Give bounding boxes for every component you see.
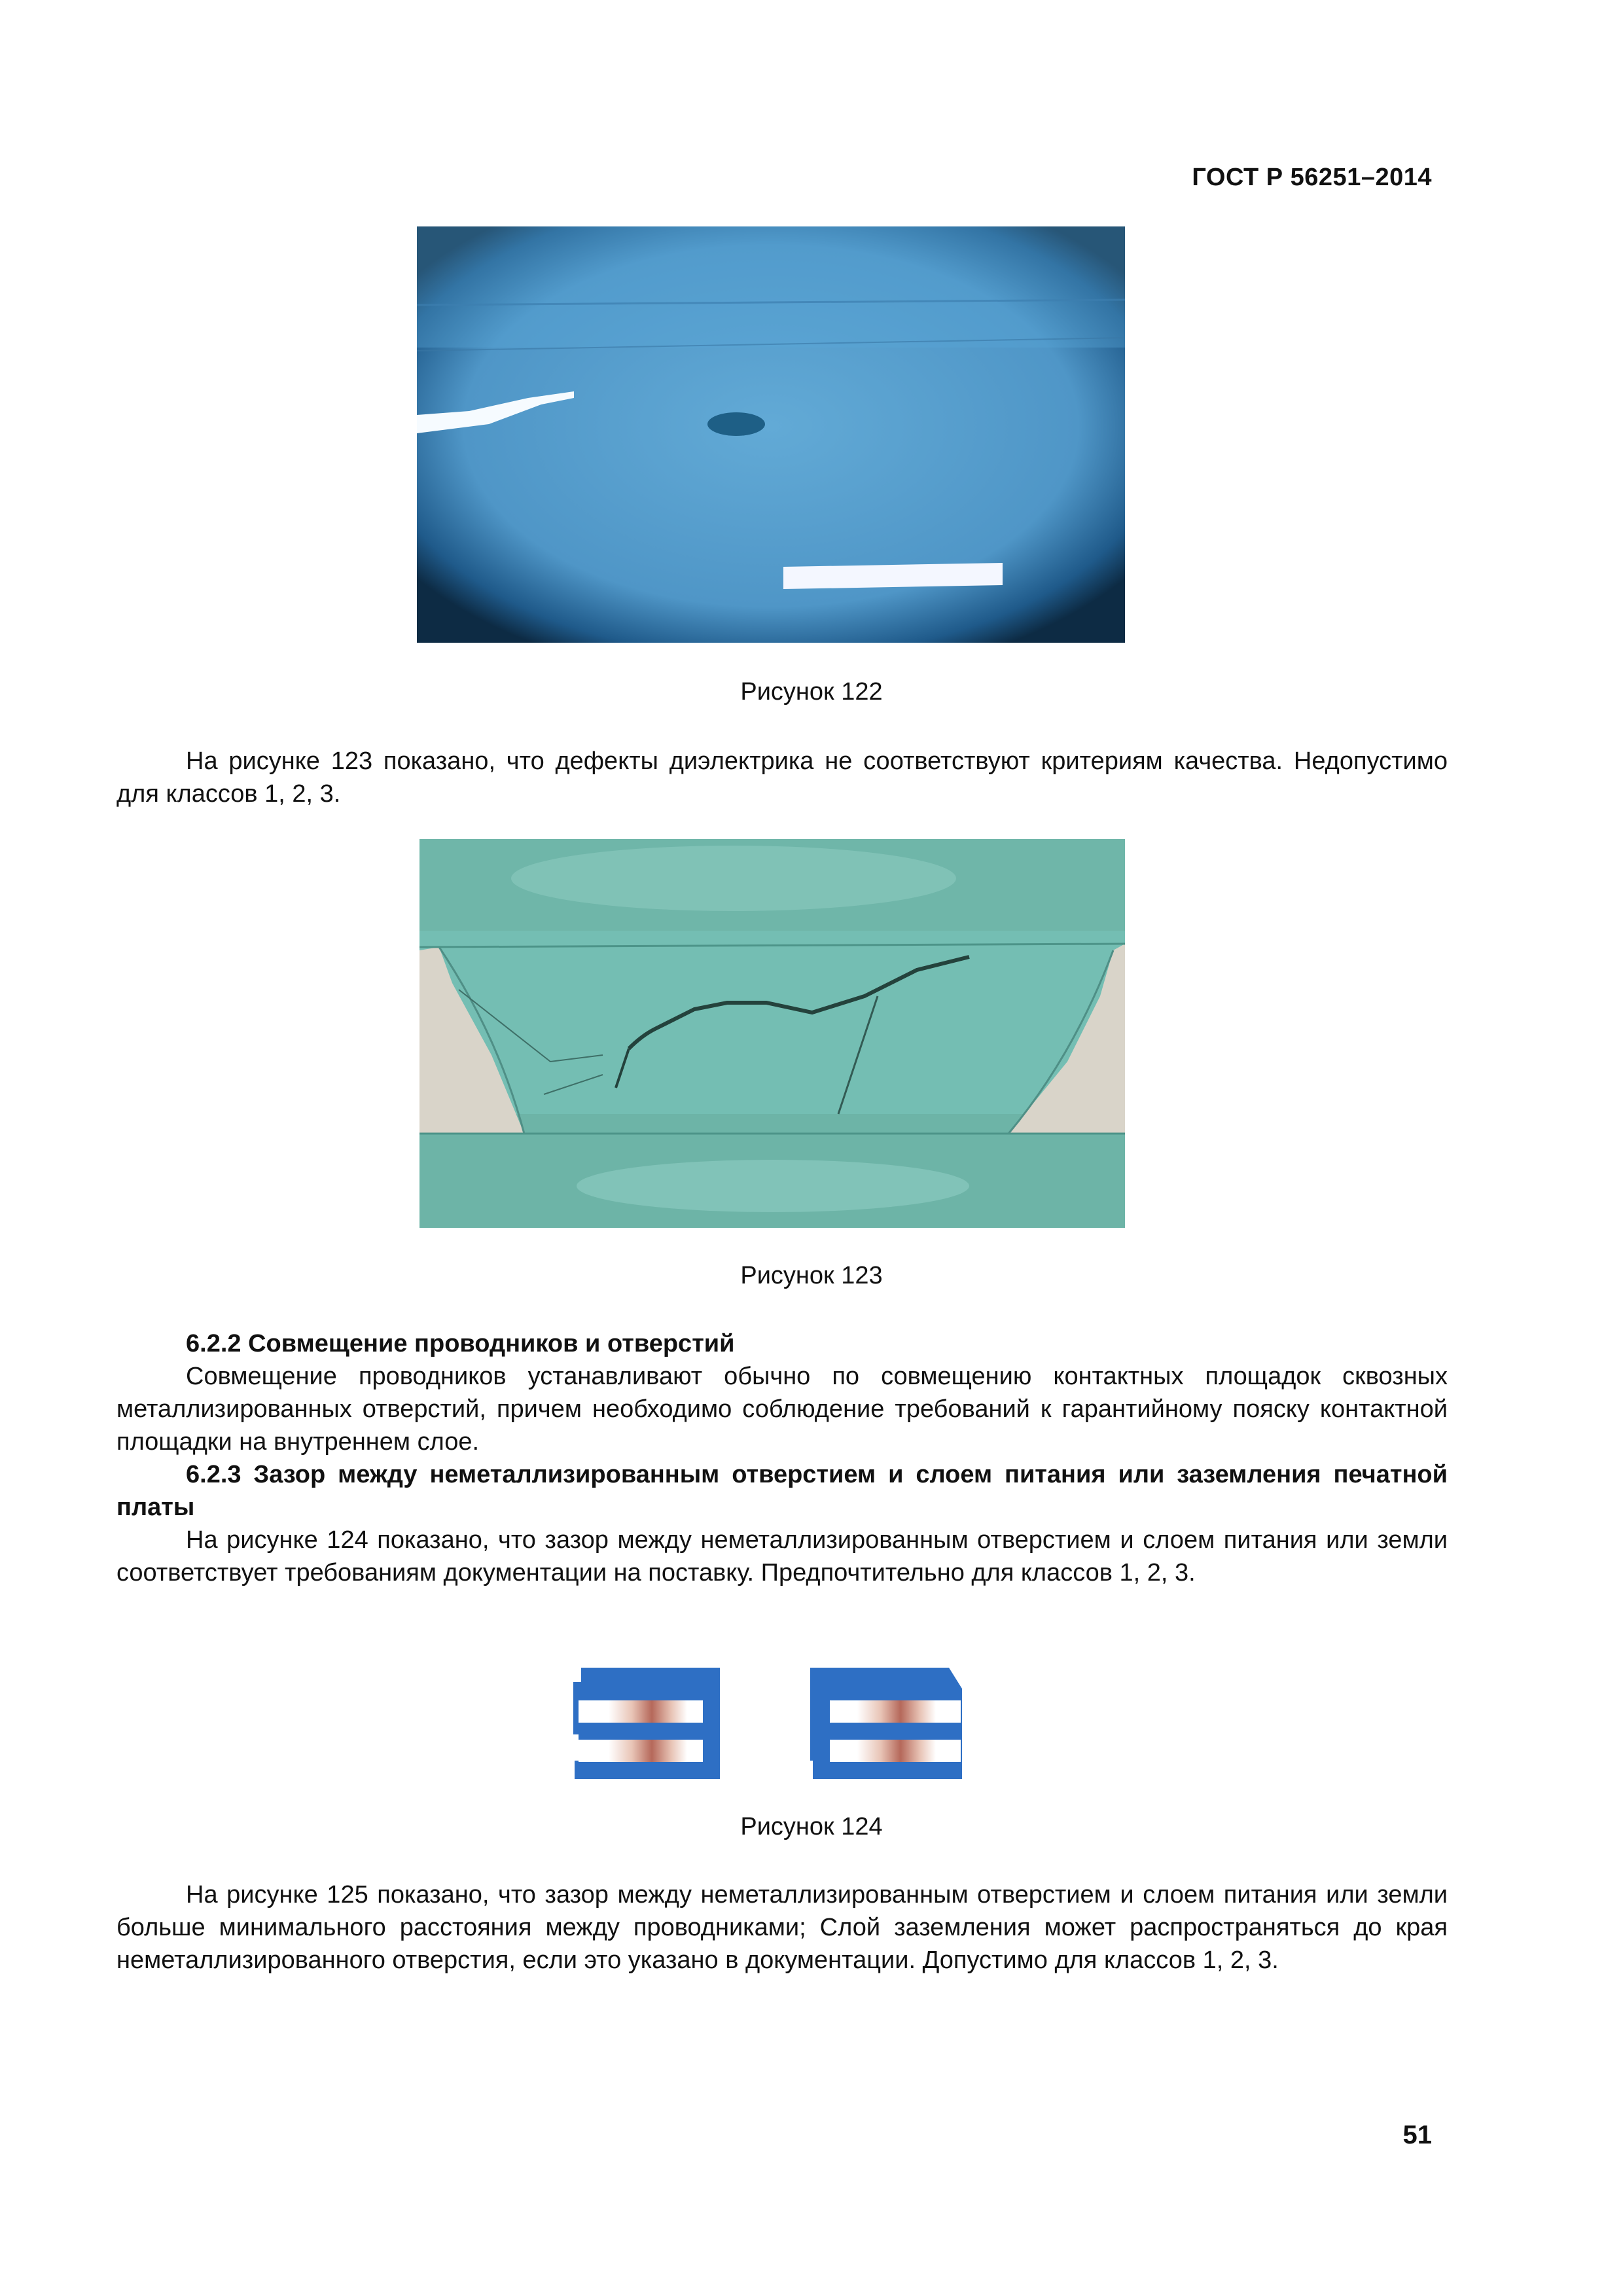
clearance-diagram-right — [810, 1668, 962, 1779]
figure-123-image — [419, 839, 1125, 1228]
section-6-2-3-title: 6.2.3 Зазор между неметаллизированным отверстием и слоем питания или заземления печатной платы — [116, 1461, 1448, 1521]
figure-124-caption: Рисунок 124 — [740, 1813, 883, 1840]
paragraph-clearance-min-text: На рисунке 125 показано, что зазор между неметаллизированным отверстием и слоем питания или земли больше минимального расстояния между проводниками; Слой заземления может распространяться до края неметаллизированного отверстия, если это указано в документации. Допустимо для классов 1, 2, 3. — [116, 1881, 1448, 1974]
clearance-diagram-left — [573, 1668, 720, 1779]
paragraph-clearance-ok — [116, 1524, 1448, 1589]
paragraph-clearance-ok-text: На рисунке 124 показано, что зазор между неметаллизированным отверстием и слоем питания или земли соответствует требованиям документации на поставку. Предпочтительно для классов 1, 2, 3. — [116, 1526, 1448, 1587]
section-6-2-2-title: 6.2.2 Совмещение проводников и отверстий — [186, 1330, 735, 1357]
document-code: ГОСТ Р 56251–2014 — [1192, 164, 1432, 191]
figure-122-caption: Рисунок 122 — [740, 678, 883, 706]
paragraph-alignment — [116, 1360, 1448, 1458]
figure-124-image — [569, 1662, 979, 1783]
section-6-2-2-heading — [116, 1327, 1448, 1360]
figure-122-image — [417, 226, 1125, 643]
paragraph-defects — [116, 745, 1448, 810]
paragraph-defects-text: На рисунке 123 показано, что дефекты диэлектрика не соответствуют критериям качества. Недопустимо для классов 1, 2, 3. — [116, 747, 1448, 808]
paragraph-alignment-text: Совмещение проводников устанавливают обычно по совмещению контактных площадок сквозных металлизированных отверстий, причем необходимо соблюдение требований к гарантийному пояску контактной площадки на внутреннем слое. — [116, 1363, 1448, 1456]
page-number: 51 — [1402, 2121, 1432, 2149]
figure-123-caption: Рисунок 123 — [740, 1262, 883, 1289]
paragraph-clearance-min — [116, 1878, 1448, 1977]
section-6-2-3-heading — [116, 1458, 1448, 1524]
